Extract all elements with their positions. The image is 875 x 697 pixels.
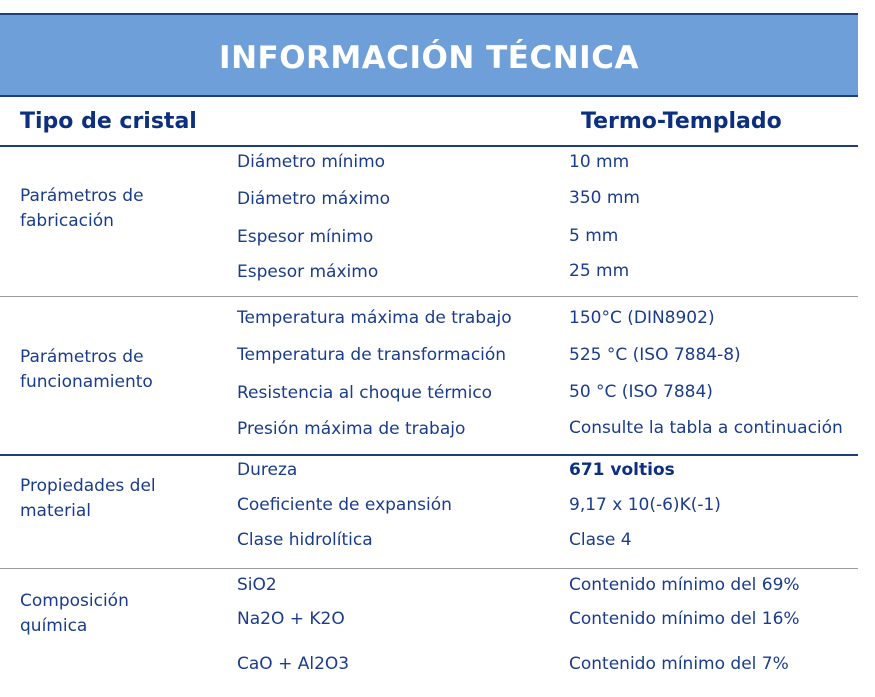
section-label-material: Propiedades del material [20, 476, 156, 521]
row-value: 10 mm [569, 152, 630, 172]
row-param: SiO2 [237, 575, 277, 595]
row-value: Consulte la tabla a continuación [569, 418, 843, 438]
title-banner [0, 13, 858, 97]
row-value: 9,17 x 10(-6)K(-1) [569, 495, 721, 515]
section-label-operation: Parámetros de funcionamiento [20, 347, 153, 392]
section-divider [0, 454, 858, 456]
row-param: Diámetro máximo [237, 189, 391, 209]
row-param: Temperatura de transformación [237, 345, 507, 365]
row-value: Contenido mínimo del 7% [569, 654, 789, 674]
page-title: INFORMACIÓN TÉCNICA [219, 40, 639, 76]
row-value: Clase 4 [569, 530, 632, 550]
row-value: Contenido mínimo del 69% [569, 575, 800, 595]
row-value: 150°C (DIN8902) [569, 308, 715, 328]
row-param: Espesor mínimo [237, 227, 374, 247]
section-label-fabrication: Parámetros de fabricación [20, 186, 144, 231]
row-value: 25 mm [569, 261, 630, 281]
row-value: 671 voltios [569, 460, 675, 480]
row-param: Temperatura máxima de trabajo [237, 308, 512, 328]
row-param: Diámetro mínimo [237, 152, 386, 172]
section-divider [0, 568, 858, 569]
row-param: CaO + Al2O3 [237, 654, 350, 674]
row-param: Presión máxima de trabajo [237, 419, 466, 439]
header-glass-type-label: Tipo de cristal [20, 109, 197, 134]
section-divider [0, 296, 858, 297]
row-value: 350 mm [569, 188, 640, 208]
row-param: Coeficiente de expansión [237, 495, 452, 515]
row-param: Clase hidrolítica [237, 530, 373, 550]
header-glass-type-value: Termo-Templado [581, 109, 782, 134]
row-param: Espesor máximo [237, 262, 379, 282]
section-label-composition: Composición química [20, 591, 129, 636]
row-param: Dureza [237, 460, 298, 480]
header-divider [0, 145, 858, 147]
row-value: 525 °C (ISO 7884-8) [569, 345, 741, 365]
row-value: Contenido mínimo del 16% [569, 609, 800, 629]
row-value: 50 °C (ISO 7884) [569, 382, 713, 402]
row-param: Resistencia al choque térmico [237, 383, 493, 403]
row-param: Na2O + K2O [237, 609, 345, 629]
row-value: 5 mm [569, 226, 619, 246]
